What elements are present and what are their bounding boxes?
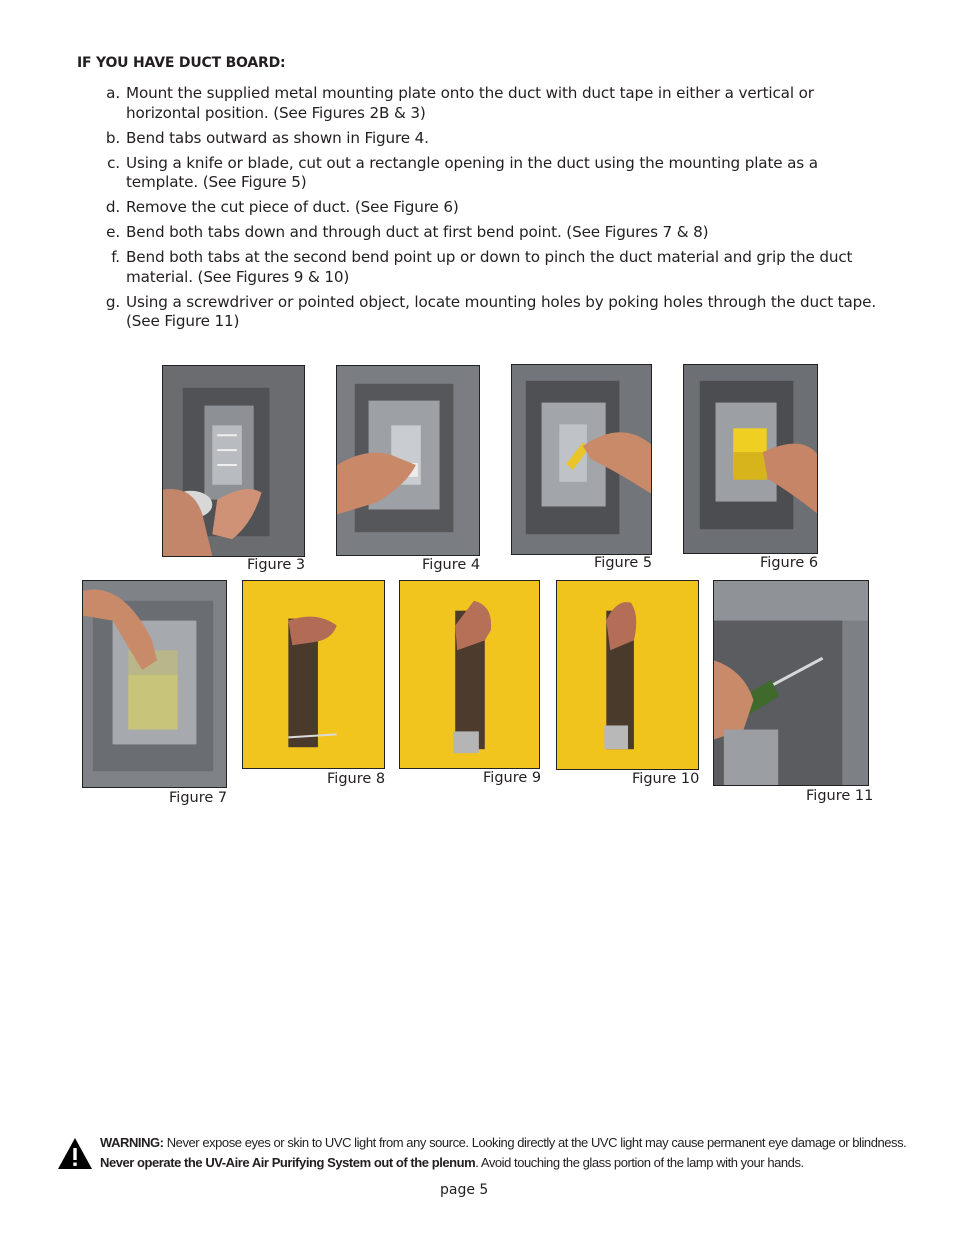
figure-11-photo xyxy=(713,580,869,786)
figure-8-caption: Figure 8 xyxy=(327,771,386,787)
step-c xyxy=(100,154,880,193)
figure-10-caption: Figure 10 xyxy=(632,771,700,787)
figure-4-photo xyxy=(336,365,480,556)
step-text: Bend tabs outward as shown in Figure 4. xyxy=(126,128,429,147)
step-letter: a. xyxy=(106,84,120,102)
figure-6-photo xyxy=(683,364,818,554)
figure-9-photo xyxy=(399,580,540,769)
warning-notice xyxy=(100,1133,920,1173)
step-letter: f. xyxy=(111,248,120,266)
instruction-list xyxy=(100,84,880,337)
step-letter: g. xyxy=(105,292,120,311)
figure-3-caption: Figure 3 xyxy=(247,557,306,573)
step-e xyxy=(100,223,880,243)
figure-7-photo xyxy=(82,580,227,788)
figure-6-caption: Figure 6 xyxy=(760,555,819,571)
section-heading: IF YOU HAVE DUCT BOARD: xyxy=(77,55,286,71)
step-text: Bend both tabs at the second bend point up or down to pinch the duct material and grip the duct material. (See Figures 9 & 10) xyxy=(126,248,853,286)
figure-5-photo xyxy=(511,364,652,555)
warning-bold-statement: Never operate the UV-Aire Air Purifying System out of the plenum xyxy=(100,1155,476,1170)
figure-9-caption: Figure 9 xyxy=(483,770,542,786)
step-text: Bend both tabs down and through duct at first bend point. (See Figures 7 & 8) xyxy=(126,223,709,241)
warning-triangle-icon xyxy=(57,1137,93,1170)
figure-5-caption: Figure 5 xyxy=(594,555,653,571)
step-a xyxy=(100,84,880,123)
step-f xyxy=(100,248,880,287)
figure-3-photo xyxy=(162,365,305,557)
figure-7-caption: Figure 7 xyxy=(169,790,228,806)
step-text: Mount the supplied metal mounting plate onto the duct with duct tape in either a vertical or horizontal position. (See Figures 2B & 3) xyxy=(126,84,814,122)
warning-label: WARNING: xyxy=(100,1135,164,1150)
figure-4-caption: Figure 4 xyxy=(422,557,481,573)
figure-11-caption: Figure 11 xyxy=(806,788,874,804)
figure-10-photo xyxy=(556,580,699,770)
warning-text-1: Never expose eyes or skin to UVC light from any source. Looking directly at the UVC light may cause permanent eye damage or blindness. xyxy=(163,1135,907,1150)
step-letter: c. xyxy=(107,153,120,172)
step-text: Using a knife or blade, cut out a rectangle opening in the duct using the mounting plate as a template. (See Figure 5) xyxy=(126,153,818,191)
step-text: Remove the cut piece of duct. (See Figure 6) xyxy=(126,198,459,216)
warning-text-2: . Avoid touching the glass portion of the lamp with your hands. xyxy=(475,1155,804,1170)
step-d xyxy=(100,198,880,218)
step-letter: d. xyxy=(105,198,120,216)
step-letter: e. xyxy=(106,223,120,241)
step-g xyxy=(100,293,880,332)
step-text: Using a screwdriver or pointed object, locate mounting holes by poking holes through the duct tape. (See Figure 11) xyxy=(126,292,877,330)
step-b xyxy=(100,129,880,149)
step-letter: b. xyxy=(105,128,120,147)
page-number: page 5 xyxy=(440,1182,489,1198)
figure-8-photo xyxy=(242,580,385,769)
